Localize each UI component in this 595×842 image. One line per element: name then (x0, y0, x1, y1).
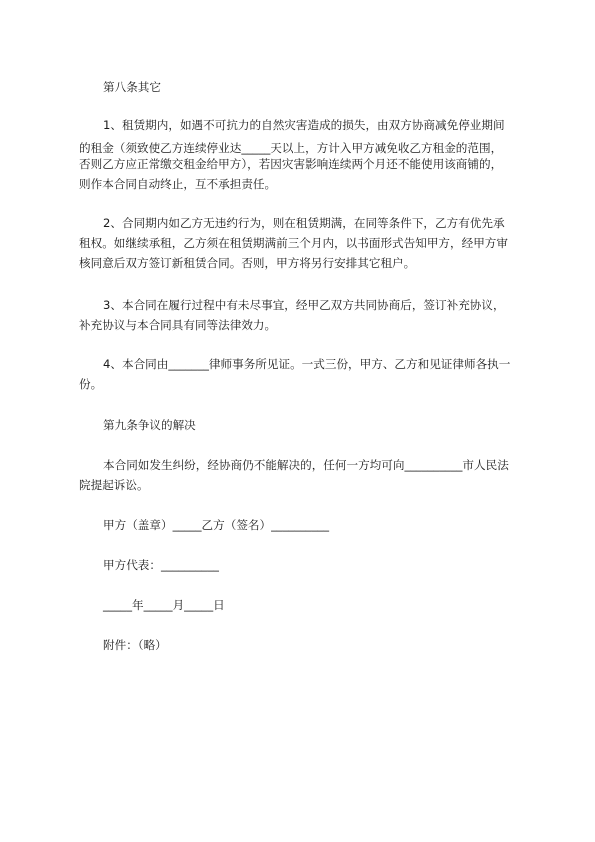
a9-line-2: 院提起诉讼。 (79, 478, 149, 492)
p1-line-2: 的租金（须致使乙方连续停业达_____天以上，方计入甲方减免收乙方租金的范围， (79, 141, 503, 155)
p2-line-2: 租权。如继续承租，乙方须在租赁期满前三个月内，以书面形式告知甲方，经甲方审 (79, 236, 508, 250)
p2-line-1: 2、合同期内如乙方无违约行为，则在租赁期满，在同等条件下，乙方有优先承 (103, 216, 505, 230)
signature-parties: 甲方（盖章）_____乙方（签名）__________ (103, 518, 330, 532)
signature-date: _____年_____月_____日 (103, 598, 225, 612)
p3-line-1: 3、本合同在履行过程中有未尽事宜，经甲乙双方共同协商后，签订补充协议， (103, 298, 505, 312)
p1-line-1: 1、租赁期内，如遇不可抗力的自然灾害造成的损失，由双方协商减免停业期间 (103, 118, 505, 132)
p2-line-3: 核同意后双方签订新租赁合同。否则，甲方将另行安排其它租户。 (79, 256, 416, 270)
article8-heading: 第八条其它 (103, 80, 161, 94)
p4-line-2: 份。 (79, 377, 103, 391)
attachment-note: 附件：（略） (103, 638, 167, 652)
a9-line-1: 本合同如发生纠纷，经协商仍不能解决的，任何一方均可向__________市人民法 (103, 458, 509, 472)
p1-line-4: 则作本合同自动终止，互不承担责任。 (79, 177, 277, 191)
party-a-representative: 甲方代表：__________ (103, 558, 219, 572)
p1-line-3: 否则乙方应正常缴交租金给甲方），若因灾害影响连续两个月还不能使用该商铺的， (79, 157, 503, 171)
p3-line-2: 补充协议与本合同具有同等法律效力。 (79, 318, 277, 332)
p4-line-1: 4、本合同由_______律师事务所见证。一式三份，甲方、乙方和见证律师各执一 (103, 357, 511, 371)
article9-heading: 第九条争议的解决 (103, 418, 196, 432)
